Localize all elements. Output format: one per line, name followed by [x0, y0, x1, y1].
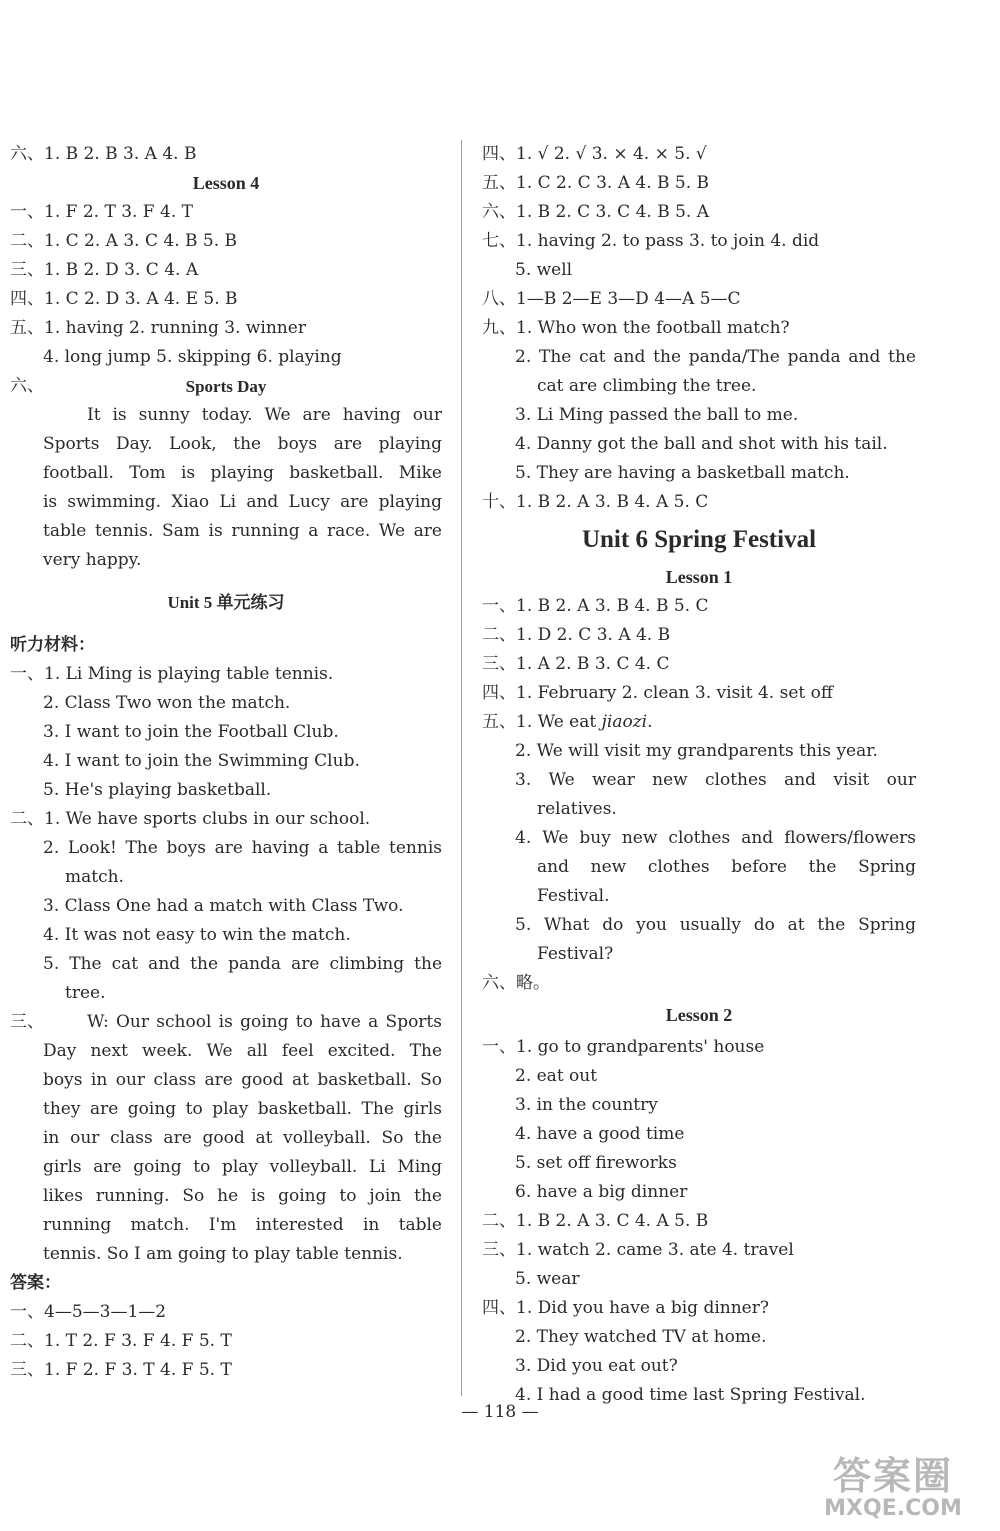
answer-line: 3. in the country — [515, 1095, 658, 1115]
answer-line: tree. — [65, 983, 106, 1003]
answer-line: 5. He's playing basketball. — [43, 780, 272, 800]
answer-line: 4. Danny got the ball and shot with his tail. — [515, 434, 888, 454]
answer-text: . — [647, 712, 653, 732]
dialogue-line: W: Our school is going to have a Sports — [87, 1012, 442, 1032]
page-number: — 118 — — [461, 1402, 539, 1422]
answer-line: 3. Did you eat out? — [515, 1356, 678, 1376]
answer-line: 五、1. having 2. running 3. winner — [10, 318, 306, 338]
answer-text: 五、1. We eat — [482, 712, 602, 732]
answer-line: 一、1. go to grandparents' house — [482, 1037, 765, 1057]
answer-line: 五、1. C 2. C 3. A 4. B 5. B — [482, 173, 710, 193]
watermark-logo — [798, 1445, 988, 1521]
answer-line: 3. Class One had a match with Class Two. — [43, 896, 404, 916]
watermark-text: 答案圈 — [832, 1454, 953, 1498]
watermark-url: MXQE.COM — [824, 1496, 962, 1521]
answer-line: 四、1. Did you have a big dinner? — [482, 1298, 769, 1318]
essay-title-line — [10, 372, 442, 401]
left-column — [10, 140, 442, 1385]
dialogue-line: likes running. So he is going to join the — [43, 1186, 442, 1206]
column-divider — [461, 140, 462, 1396]
answer-line: 一、1. Li Ming is playing table tennis. — [10, 664, 334, 684]
section-label: 三、 — [10, 1012, 44, 1032]
answer-line: 六、1. B 2. C 3. C 4. B 5. A — [482, 202, 710, 222]
answer-line: 二、1. D 2. C 3. A 4. B — [482, 625, 671, 645]
answer-line: relatives. — [537, 799, 617, 819]
answer-line: 2. The cat and the panda/The panda and the — [515, 347, 916, 367]
answer-line: 三、1. B 2. D 3. C 4. A — [10, 260, 199, 280]
answer-line: 5. well — [515, 260, 573, 280]
dialogue-line: girls are going to play volleyball. Li Ming — [43, 1157, 442, 1177]
essay-line: Sports Day. Look, the boys are playing — [43, 434, 442, 454]
dialogue-line: in our class are good at volleyball. So the — [43, 1128, 442, 1148]
wrapped-answer — [10, 950, 442, 1008]
dialogue-first-line — [10, 1008, 442, 1037]
answer-line: 2. eat out — [515, 1066, 598, 1086]
answer-line: 四、1. February 2. clean 3. visit 4. set off — [482, 683, 833, 703]
dialogue-line: boys in our class are good at basketball. So — [43, 1070, 442, 1090]
answer-line: 三、1. F 2. F 3. T 4. F 5. T — [10, 1360, 232, 1380]
answer-line: 二、1. T 2. F 3. F 4. F 5. T — [10, 1331, 232, 1351]
dialogue-line: running match. I'm interested in table — [43, 1215, 442, 1235]
wrapped-answer — [482, 824, 916, 911]
answer-line: Festival. — [537, 886, 610, 906]
answer-line: 3. We wear new clothes and visit our — [515, 770, 916, 790]
answer-line: 九、1. Who won the football match? — [482, 318, 790, 338]
essay-line: very happy. — [43, 550, 142, 570]
answer-line: 4. We buy new clothes and flowers/flowers — [515, 828, 916, 848]
answer-line: and new clothes before the Spring — [537, 857, 916, 877]
answer-line: 一、4—5—3—1—2 — [10, 1302, 167, 1322]
wrapped-answer — [482, 911, 916, 969]
answer-line: 八、1—B 2—E 3—D 4—A 5—C — [482, 289, 741, 309]
essay-line: table tennis. Sam is running a race. We are — [43, 521, 442, 541]
essay-title: Sports Day — [185, 377, 267, 396]
answer-line: Festival? — [537, 944, 614, 964]
answer-line: 二、1. C 2. A 3. C 4. B 5. B — [10, 231, 238, 251]
answer-line: 6. have a big dinner — [515, 1182, 688, 1202]
answer-line: 5. set off fireworks — [515, 1153, 677, 1173]
answer-line: 2. Class Two won the match. — [43, 693, 291, 713]
answer-line: 一、1. F 2. T 3. F 4. T — [10, 202, 193, 222]
answer-line: 4. I want to join the Swimming Club. — [43, 751, 360, 771]
wrapped-answer — [10, 834, 442, 892]
answer-line: 六、略。 — [482, 973, 550, 993]
answer-line: 5. They are having a basketball match. — [515, 463, 850, 483]
dialogue-line: Day next week. We all feel excited. The — [43, 1041, 442, 1061]
answer-line: 2. They watched TV at home. — [515, 1327, 767, 1347]
italic-word: jiaozi — [601, 712, 648, 732]
lesson-heading: Lesson 2 — [665, 1005, 733, 1025]
answer-line: 5. The cat and the panda are climbing the — [43, 954, 442, 974]
answer-line: 三、1. watch 2. came 3. ate 4. travel — [482, 1240, 794, 1260]
dialogue-line: they are going to play basketball. The girls — [43, 1099, 442, 1119]
answer-line: 4. It was not easy to win the match. — [43, 925, 351, 945]
answer-line: 二、1. B 2. A 3. C 4. A 5. B — [482, 1211, 709, 1231]
unit-heading: Unit 5 单元练习 — [167, 593, 285, 612]
answer-line: 四、1. √ 2. √ 3. × 4. × 5. √ — [482, 144, 707, 164]
answer-line: 5. wear — [515, 1269, 580, 1289]
section-label: 六、 — [10, 376, 44, 396]
answer-line: 一、1. B 2. A 3. B 4. B 5. C — [482, 596, 709, 616]
answer-line: 三、1. A 2. B 3. C 4. C — [482, 654, 670, 674]
essay-line: football. Tom is playing basketball. Mike — [43, 463, 442, 483]
answer-line: match. — [65, 867, 124, 887]
answer-line: 4. I had a good time last Spring Festival. — [515, 1385, 866, 1405]
answer-line: 四、1. C 2. D 3. A 4. E 5. B — [10, 289, 238, 309]
essay-paragraph — [10, 401, 442, 575]
answer-line: 二、1. We have sports clubs in our school. — [10, 809, 371, 829]
answer-line: 七、1. having 2. to pass 3. to join 4. did — [482, 231, 820, 251]
dialogue-line: tennis. So I am going to play table tennis. — [43, 1244, 403, 1264]
wrapped-answer — [482, 766, 916, 824]
right-column — [482, 140, 916, 1410]
section-title: 答案： — [10, 1273, 61, 1293]
answer-line — [482, 708, 916, 737]
answer-line: 4. long jump 5. skipping 6. playing — [43, 347, 342, 367]
lesson-heading: Lesson 4 — [192, 173, 260, 193]
answer-line: 2. Look! The boys are having a table tennis — [43, 838, 442, 858]
answer-line: 十、1. B 2. A 3. B 4. A 5. C — [482, 492, 709, 512]
answer-line: 4. have a good time — [515, 1124, 685, 1144]
answer-line: 3. I want to join the Football Club. — [43, 722, 339, 742]
answer-line: cat are climbing the tree. — [537, 376, 757, 396]
answer-line: 2. We will visit my grandparents this year. — [515, 741, 878, 761]
essay-line: It is sunny today. We are having our — [87, 405, 442, 425]
essay-line: is swimming. Xiao Li and Lucy are playing — [43, 492, 442, 512]
dialogue-paragraph — [10, 1037, 442, 1269]
answer-line: 5. What do you usually do at the Spring — [515, 915, 916, 935]
wrapped-answer — [482, 343, 916, 401]
unit-heading: Unit 6 Spring Festival — [581, 526, 817, 553]
lesson-heading: Lesson 1 — [665, 567, 733, 587]
section-title: 听力材料： — [10, 635, 95, 655]
answer-line: 3. Li Ming passed the ball to me. — [515, 405, 799, 425]
answer-line: 六、1. B 2. B 3. A 4. B — [10, 144, 197, 164]
